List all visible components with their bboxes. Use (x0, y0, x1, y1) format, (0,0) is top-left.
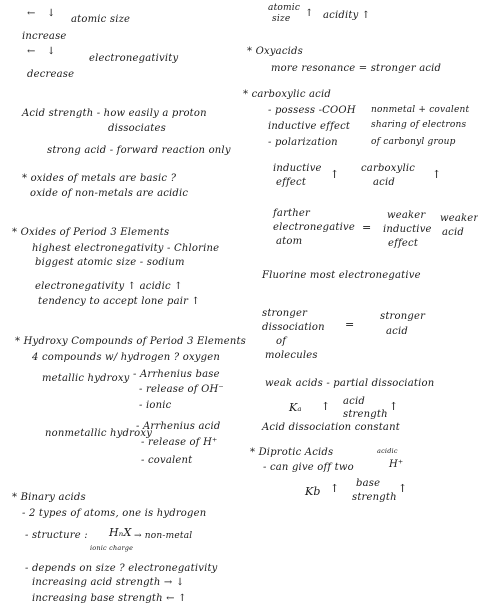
acidity-label: acidity ↑ (323, 10, 371, 21)
period3-oxides-heading: * Oxides of Period 3 Elements (12, 227, 170, 238)
acid-strength-definition-cont: dissociates (108, 123, 166, 134)
increase-label: increase (22, 31, 67, 42)
arrow-up-glyph: ↑ (389, 400, 399, 413)
oxyacids-line: more resonance = stronger acid (271, 63, 442, 74)
nonmetallic-hydroxy-item: - covalent (141, 455, 193, 466)
acid-strength-label: acid (343, 396, 365, 407)
electronegative-label: electronegative (273, 222, 355, 233)
arrow-up-glyph: ↑ (321, 400, 331, 413)
atom-label: atom (276, 236, 303, 247)
decrease-label: decrease (27, 69, 75, 80)
diprotic-heading: * Diprotic Acids (250, 447, 334, 458)
carboxylic-line: inductive effect (268, 121, 351, 132)
nonmetallic-hydroxy-item: - Arrhenius acid (136, 421, 221, 432)
carboxylic-label: carboxylic (361, 163, 416, 174)
stronger-label: stronger (380, 311, 426, 322)
metallic-hydroxy-item: - release of OH⁻ (139, 384, 224, 395)
dissociation-label: dissociation (262, 322, 325, 333)
molecules-label: molecules (265, 350, 318, 361)
binary-acids-line: increasing acid strength → ↓ (32, 577, 185, 588)
weak-acids-line: weak acids - partial dissociation (265, 378, 435, 389)
equals-sign: = (345, 318, 355, 331)
structure-formula: HₙX (109, 526, 132, 539)
equals-sign: = (362, 221, 372, 234)
metallic-hydroxy-item: - Arrhenius base (133, 369, 220, 380)
carboxylic-line: - possess -COOH (268, 105, 356, 116)
arrow-up-glyph: ↑ (330, 482, 340, 495)
weaker-label: weaker (387, 210, 426, 221)
metallic-hydroxy-label: metallic hydroxy (42, 373, 130, 384)
binary-acids-line: - 2 types of atoms, one is hydrogen (22, 508, 207, 519)
structure-nonmetal-note: → non-metal (134, 531, 193, 541)
of-label: of (276, 336, 287, 347)
acid-strength-definition: Acid strength - how easily a proton (22, 108, 207, 119)
size-label: size (272, 14, 291, 24)
weaker-acid-label: weaker (440, 213, 478, 224)
period3-oxides-line: highest electronegativity - Chlorine (32, 243, 220, 254)
arrow-up-glyph: ↑ (305, 8, 314, 19)
ka-symbol: Kₐ (289, 401, 302, 414)
effect-label: effect (388, 238, 419, 249)
carboxylic-heading: * carboxylic acid (243, 89, 331, 100)
hydroxy-heading: * Hydroxy Compounds of Period 3 Elements (15, 336, 247, 347)
farther-label: farther (273, 208, 311, 219)
atomic-label: atomic (268, 3, 301, 13)
ionic-charge-note: ionic charge (90, 544, 134, 552)
acid-strength-label: strength (343, 409, 388, 420)
inductive-label: inductive (273, 163, 322, 174)
arrow-down-glyph: ↓ (47, 46, 56, 57)
atomic-size-label: atomic size (71, 14, 131, 25)
fluorine-note: Fluorine most electronegative (262, 270, 421, 281)
acid-label: acid (386, 326, 408, 337)
structure-label: - structure : (25, 530, 88, 541)
arrow-left-glyph: ← (27, 8, 36, 19)
oxides-metals-note: * oxides of metals are basic ? (22, 173, 177, 184)
arrow-up-glyph: ↑ (432, 168, 442, 181)
carboxylic-line: - polarization (268, 137, 338, 148)
binary-acids-heading: * Binary acids (12, 492, 86, 503)
nonmetallic-hydroxy-item: - release of H⁺ (141, 437, 218, 448)
binary-acids-line: - depends on size ? electronegativity (25, 563, 218, 574)
h-plus-label: H⁺ (389, 459, 404, 470)
binary-acids-line: increasing base strength ← ↑ (32, 593, 187, 604)
effect-label: effect (276, 177, 307, 188)
inductive-label: inductive (383, 224, 432, 235)
oxides-nonmetals-note: oxide of non-metals are acidic (30, 188, 189, 199)
kb-symbol: Kb (305, 485, 321, 498)
electronegativity-label: electronegativity (89, 53, 179, 64)
nonmetallic-hydroxy-label: nonmetallic hydroxy (45, 428, 153, 439)
weaker-acid-label: acid (442, 227, 464, 238)
acid-dissociation-constant: Acid dissociation constant (262, 422, 400, 433)
base-strength-label: strength (352, 492, 397, 503)
base-strength-label: base (356, 478, 381, 489)
carboxylic-note: sharing of electrons (371, 120, 467, 130)
carboxylic-note: nonmetal + covalent (371, 105, 470, 115)
arrow-up-glyph: ↑ (330, 168, 340, 181)
period3-oxides-line: electronegativity ↑ acidic ↑ (35, 281, 183, 292)
carboxylic-note: of carbonyl group (371, 137, 456, 147)
arrow-down-glyph: ↓ (47, 8, 56, 19)
metallic-hydroxy-item: - ionic (139, 400, 172, 411)
oxyacids-heading: * Oxyacids (247, 46, 303, 57)
hydroxy-line: 4 compounds w/ hydrogen ? oxygen (32, 352, 221, 363)
strong-acid-note: strong acid - forward reaction only (47, 145, 231, 156)
diprotic-line: - can give off two (263, 462, 354, 473)
stronger-label: stronger (262, 308, 308, 319)
period3-oxides-line: tendency to accept lone pair ↑ (38, 296, 201, 307)
period3-oxides-line: biggest atomic size - sodium (35, 257, 185, 268)
arrow-left-glyph: ← (27, 46, 36, 57)
arrow-up-glyph: ↑ (398, 482, 408, 495)
acid-label: acid (373, 177, 395, 188)
acidic-superscript: acidic (377, 447, 398, 455)
